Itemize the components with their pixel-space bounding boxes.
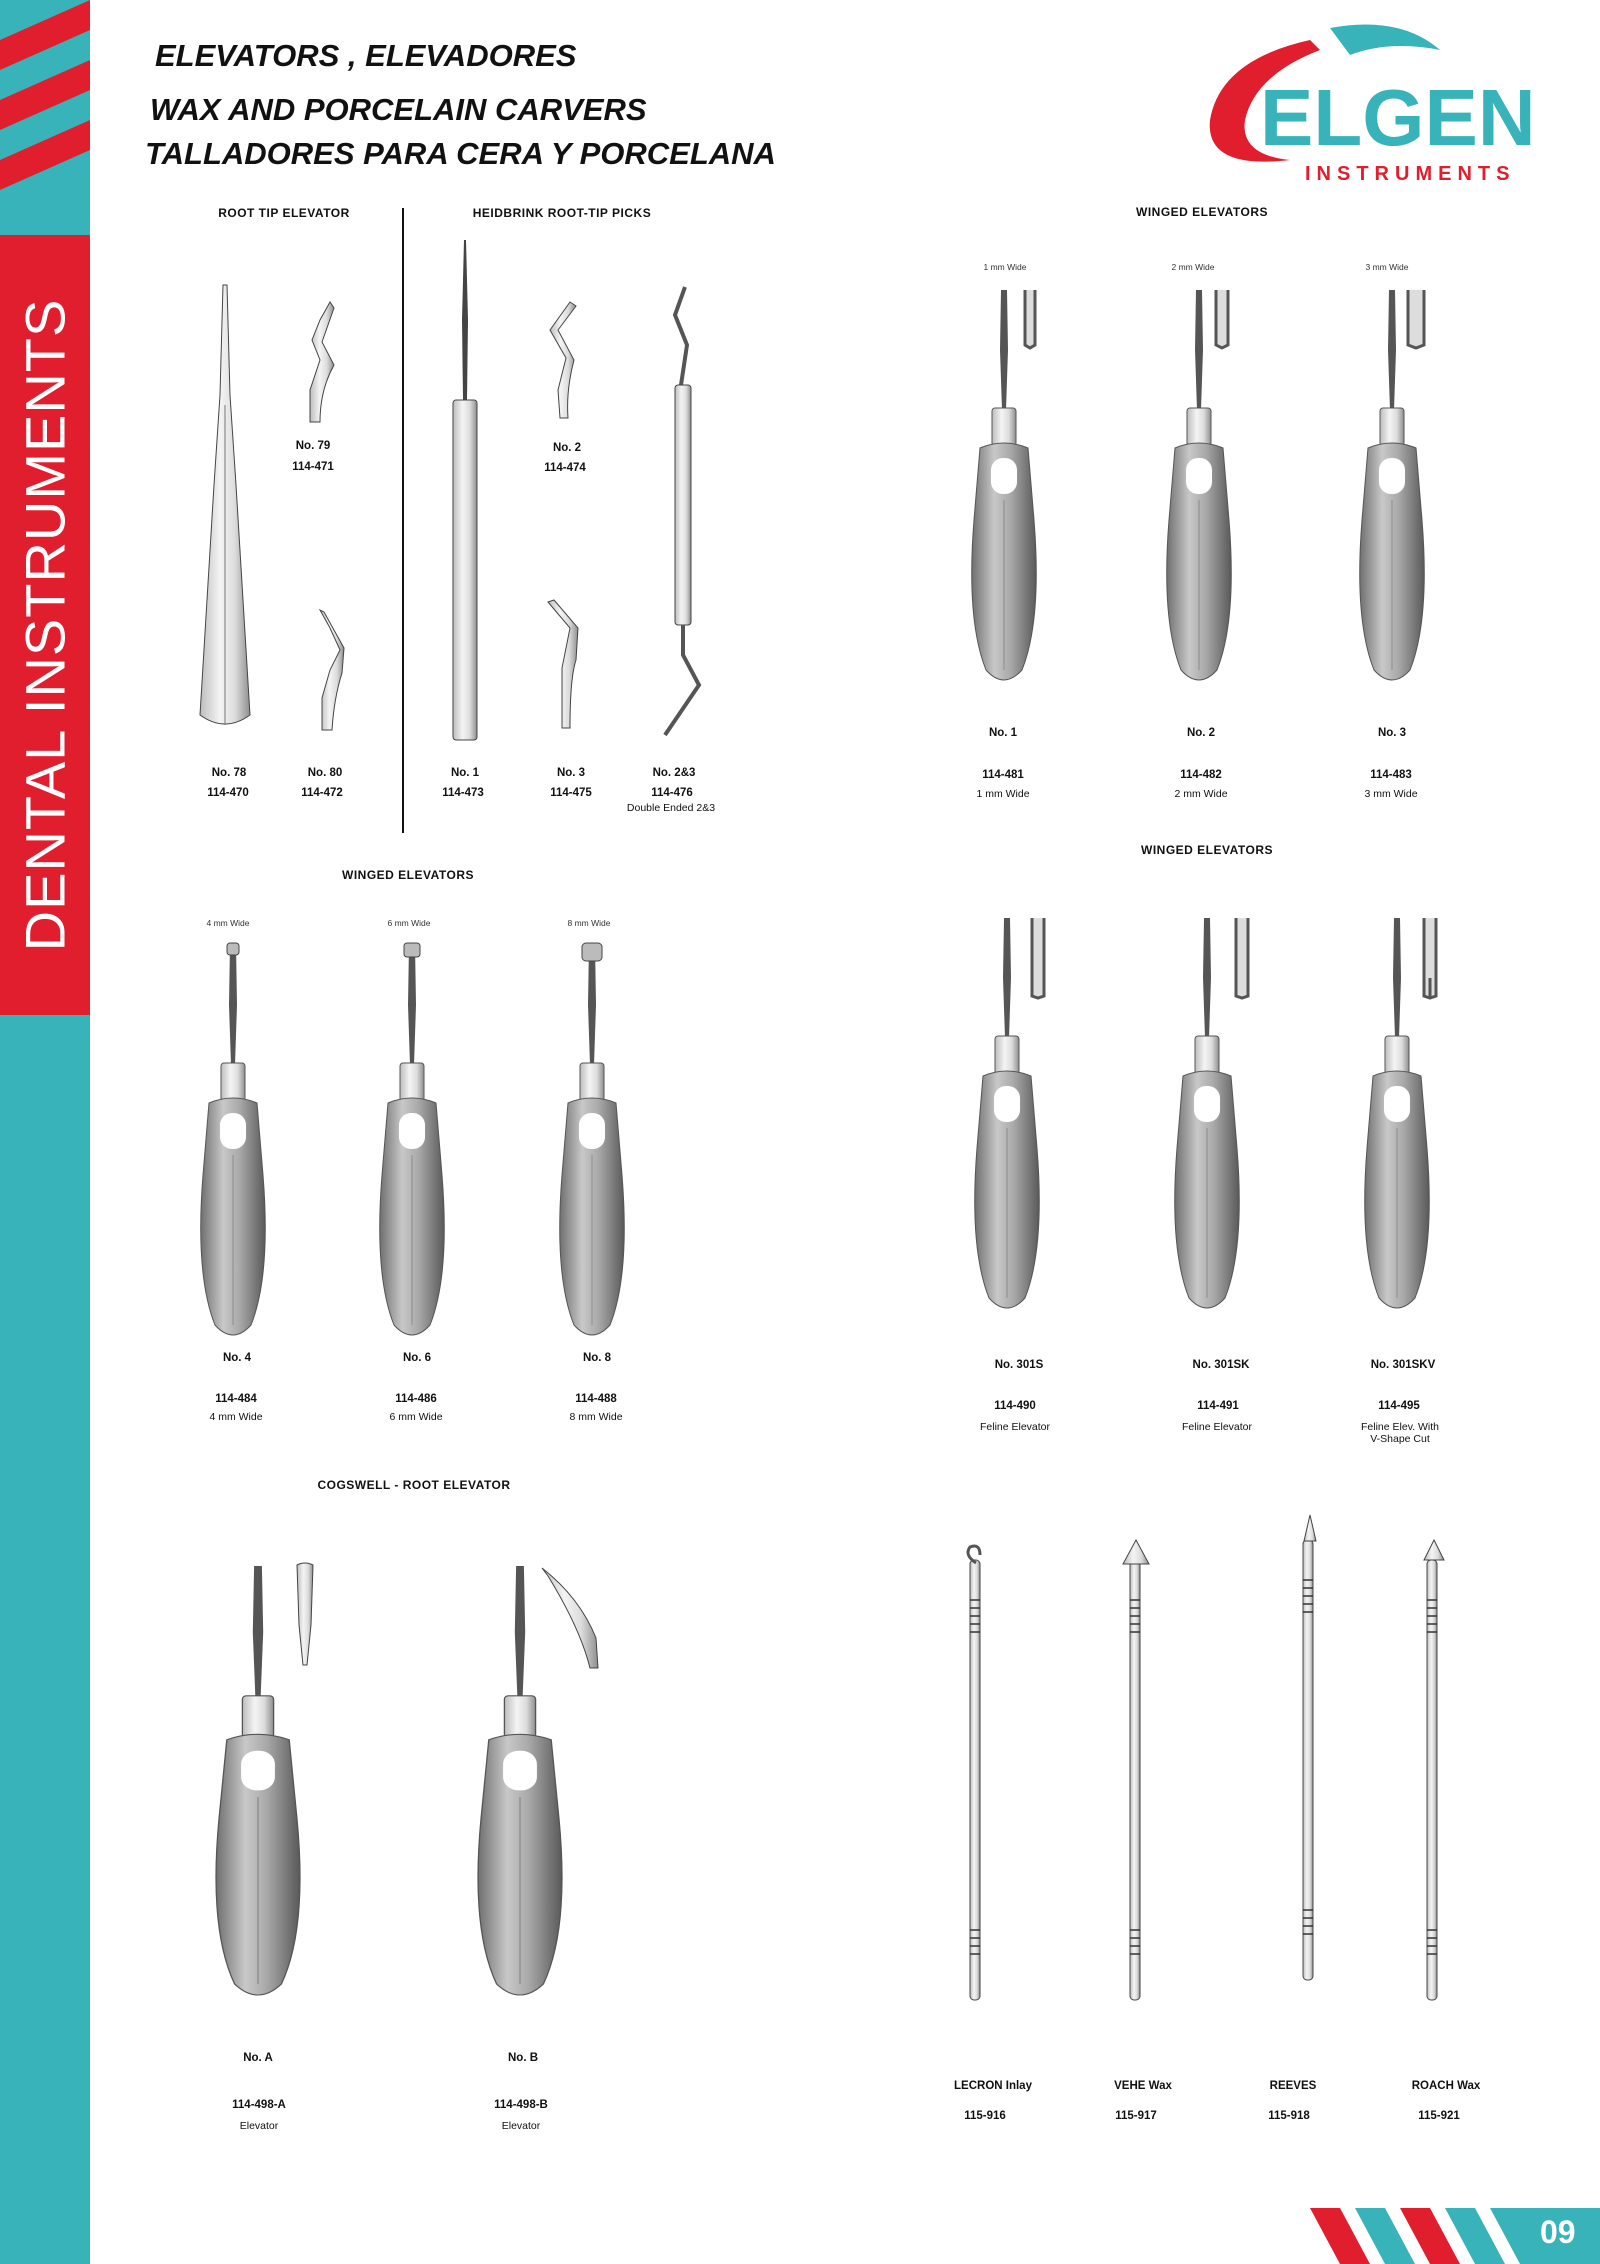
carver-roach-name: ROACH Wax <box>1411 2080 1481 2092</box>
feline-301skv-tip-detail <box>1422 918 1438 1000</box>
title-line-2: WAX AND PORCELAIN CARVERS <box>150 92 647 127</box>
feline-301sk-tip-detail <box>1234 918 1250 1000</box>
winged-top-2-image <box>1199 290 1200 291</box>
cogswell-a-tip-detail <box>293 1565 317 1670</box>
winged-top-3-desc: 3 mm Wide <box>1364 788 1418 800</box>
section-root-tip-elevator: ROOT TIP ELEVATOR <box>218 206 350 220</box>
feline-301skv-no: No. 301SKV <box>1370 1359 1436 1371</box>
cogswell-a-code: 114-498-A <box>232 2099 286 2111</box>
feline-301skv-image <box>1397 918 1398 919</box>
carver-reeves-tip <box>1300 1515 1320 1545</box>
root-tip-no79-label: No. 79 <box>295 440 331 452</box>
winged-top-1-image <box>1004 290 1005 291</box>
heidbrink-no3-label: No. 3 <box>556 767 586 779</box>
feline-301skv-desc2: V-Shape Cut <box>1370 1433 1430 1445</box>
root-tip-no80-code: 114-472 <box>301 787 343 799</box>
section-cogswell: COGSWELL - ROOT ELEVATOR <box>317 1478 511 1492</box>
sidebar-label-box <box>0 235 90 1015</box>
instrument-heidbrink-no3-image <box>540 598 595 733</box>
logo-tagline: INSTRUMENTS <box>1305 163 1516 185</box>
carver-reeves-code: 115-918 <box>1268 2110 1310 2122</box>
winged-mid-4-no: No. 4 <box>222 1352 252 1364</box>
winged-top-3-code: 114-483 <box>1370 769 1412 781</box>
title-line-3: TALLADORES PARA CERA Y PORCELANA <box>145 136 776 171</box>
instrument-no78-image <box>190 285 260 745</box>
page-number: 09 <box>1540 2214 1576 2250</box>
carver-roach-code: 115-921 <box>1418 2110 1460 2122</box>
feline-301sk-no: No. 301SK <box>1192 1359 1250 1371</box>
heidbrink-no2and3-code: 114-476 <box>651 787 693 799</box>
winged-top-2-code: 114-482 <box>1180 769 1222 781</box>
carver-lecron-code: 115-916 <box>964 2110 1006 2122</box>
winged-mid-6-code: 114-486 <box>395 1393 437 1405</box>
root-tip-no80-label: No. 80 <box>307 767 343 779</box>
logo-brand: ELGEN <box>1260 73 1536 162</box>
winged-mid-6-no: No. 6 <box>402 1352 432 1364</box>
cogswell-b-no: No. B <box>507 2052 539 2064</box>
instrument-no79-image <box>290 300 345 425</box>
heidbrink-no1-label: No. 1 <box>450 767 480 779</box>
feline-301s-tip-detail <box>1030 918 1046 1000</box>
winged-mid-4-blade <box>226 942 240 956</box>
winged-mid-6-width: 6 mm Wide <box>387 918 431 928</box>
section-winged-mid-right: WINGED ELEVATORS <box>1140 843 1274 857</box>
winged-top-2-desc: 2 mm Wide <box>1174 788 1228 800</box>
instrument-heidbrink-no2-image <box>530 300 585 420</box>
winged-top-1-tip-detail <box>1023 290 1037 350</box>
winged-mid-8-blade <box>581 942 603 962</box>
feline-301sk-image <box>1207 918 1208 919</box>
winged-mid-4-desc: 4 mm Wide <box>209 1411 263 1423</box>
section-winged-top: WINGED ELEVATORS <box>1135 205 1269 219</box>
instrument-heidbrink-no2and3-image <box>655 285 715 740</box>
winged-mid-4-code: 114-484 <box>215 1393 257 1405</box>
winged-mid-8-width: 8 mm Wide <box>567 918 611 928</box>
winged-top-1-width: 1 mm Wide <box>983 262 1027 272</box>
feline-301sk-code: 114-491 <box>1197 1400 1239 1412</box>
winged-mid-4-width: 4 mm Wide <box>206 918 250 928</box>
carver-reeves-name: REEVES <box>1269 2080 1317 2092</box>
cogswell-a-no: No. A <box>243 2052 273 2064</box>
root-tip-no78-code: 114-470 <box>207 787 249 799</box>
winged-top-3-width: 3 mm Wide <box>1365 262 1409 272</box>
feline-301s-code: 114-490 <box>994 1400 1036 1412</box>
carver-vehe-code: 115-917 <box>1115 2110 1157 2122</box>
heidbrink-no3-code: 114-475 <box>550 787 592 799</box>
cogswell-b-tip-detail <box>540 1568 600 1673</box>
winged-top-3-image <box>1392 290 1393 291</box>
feline-301s-image <box>1007 918 1008 919</box>
cogswell-a-image <box>258 1566 259 1567</box>
feline-301skv-desc: Feline Elev. With <box>1361 1421 1439 1433</box>
winged-mid-6-blade <box>403 942 421 958</box>
carver-vehe-tip <box>1121 1540 1151 1570</box>
sidebar-stripes <box>0 0 90 230</box>
instrument-heidbrink-no1-image <box>445 240 485 745</box>
winged-mid-8-code: 114-488 <box>575 1393 617 1405</box>
cogswell-a-desc: Elevator <box>239 2120 279 2132</box>
heidbrink-no2and3-label: No. 2&3 <box>652 767 696 779</box>
instrument-no80-image <box>300 608 355 733</box>
root-tip-no79-code: 114-471 <box>292 461 334 473</box>
carver-roach-tip <box>1422 1540 1446 1564</box>
feline-301s-desc: Feline Elevator <box>979 1421 1051 1433</box>
root-tip-no78-label: No. 78 <box>211 767 247 779</box>
feline-301skv-code: 114-495 <box>1378 1400 1420 1412</box>
feline-301s-no: No. 301S <box>994 1359 1044 1371</box>
cogswell-b-image <box>520 1566 521 1567</box>
cogswell-b-desc: Elevator <box>501 2120 541 2132</box>
carver-vehe-name: VEHE Wax <box>1114 2080 1172 2092</box>
carver-lecron-tip <box>962 1545 992 1565</box>
winged-mid-8-desc: 8 mm Wide <box>569 1411 623 1423</box>
heidbrink-no1-code: 114-473 <box>442 787 484 799</box>
winged-top-2-no: No. 2 <box>1186 727 1216 739</box>
heidbrink-no2-label: No. 2 <box>552 442 582 454</box>
winged-mid-8-no: No. 8 <box>582 1352 612 1364</box>
section-winged-mid-left: WINGED ELEVATORS <box>341 868 475 882</box>
elgen-logo <box>1200 20 1555 185</box>
winged-top-2-tip-detail <box>1214 290 1230 350</box>
section-heidbrink: HEIDBRINK ROOT-TIP PICKS <box>472 206 652 220</box>
winged-top-3-tip-detail <box>1406 290 1426 350</box>
section-divider <box>402 208 404 833</box>
winged-top-1-no: No. 1 <box>988 727 1018 739</box>
winged-mid-6-desc: 6 mm Wide <box>389 1411 443 1423</box>
heidbrink-no2and3-desc: Double Ended 2&3 <box>626 802 716 814</box>
cogswell-b-code: 114-498-B <box>494 2099 548 2111</box>
carver-lecron-name: LECRON Inlay <box>954 2080 1032 2092</box>
heidbrink-no2-code: 114-474 <box>544 462 586 474</box>
winged-top-1-desc: 1 mm Wide <box>976 788 1030 800</box>
sidebar-label: DENTAL INSTRUMENTS <box>13 298 77 952</box>
winged-top-1-code: 114-481 <box>982 769 1024 781</box>
winged-top-3-no: No. 3 <box>1377 727 1407 739</box>
winged-top-2-width: 2 mm Wide <box>1171 262 1215 272</box>
feline-301sk-desc: Feline Elevator <box>1181 1421 1253 1433</box>
title-line-1: ELEVATORS , ELEVADORES <box>155 38 577 73</box>
